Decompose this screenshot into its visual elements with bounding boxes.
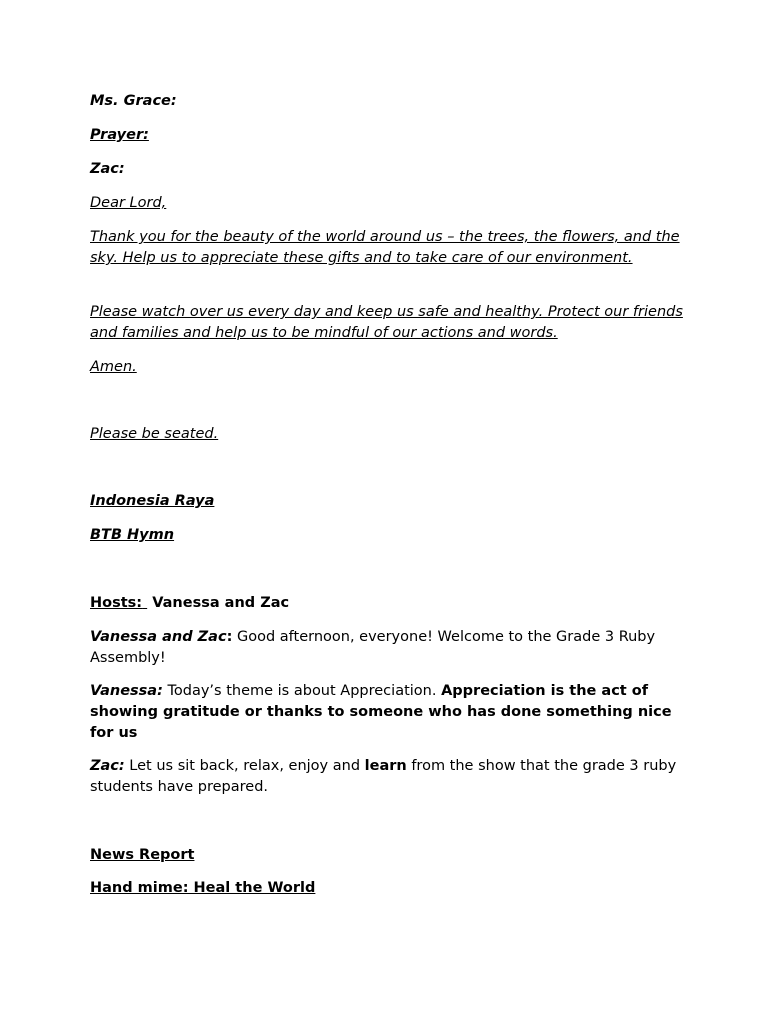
dialogue-speaker: Vanessa: <box>90 683 163 699</box>
theme-definition: Appreciation is the act of showing gratitude or thanks to someone who has done something nice for us <box>90 683 672 741</box>
speaker-ms-grace: Ms. Grace: <box>90 93 177 109</box>
heading-indonesia-raya: Indonesia Raya <box>90 493 215 509</box>
dialogue-line-3 <box>90 756 690 798</box>
prayer-paragraph-2: Please watch over us every day and keep us safe and healthy. Protect our friends and families and help us to be mindful of our actions and words. <box>90 304 683 341</box>
instruction-be-seated: Please be seated. <box>90 426 219 442</box>
hosts-line <box>90 593 690 614</box>
heading-news-report: News Report <box>90 847 195 863</box>
dialogue-text: Today’s theme is about Appreciation. <box>162 683 442 699</box>
dialogue-text: Let us sit back, relax, enjoy and <box>124 758 365 774</box>
prayer-paragraph-1: Thank you for the beauty of the world around us – the trees, the flowers, and the sky. Help us to appreciate these gifts and to take care of our environment. <box>90 229 680 266</box>
prayer-salutation: Dear Lord, <box>90 195 167 211</box>
speaker-zac: Zac: <box>90 161 125 177</box>
dialogue-text: Good afternoon, everyone! Welcome to the Grade 3 Ruby Assembly! <box>90 629 656 666</box>
heading-btb-hymn: BTB Hymn <box>90 527 175 543</box>
hosts-label: Hosts: <box>90 595 143 611</box>
dialogue-speaker: Vanessa and Zac <box>90 629 227 645</box>
hosts-names: Vanessa and Zac <box>152 595 290 611</box>
dialogue-text: from the show that the grade 3 ruby students have prepared. <box>90 758 677 795</box>
prayer-amen: Amen. <box>90 359 137 375</box>
dialogue-emphasis: learn <box>364 758 407 774</box>
heading-hand-mime: Hand mime: Heal the World <box>90 880 316 896</box>
dialogue-line-2 <box>90 681 690 744</box>
dialogue-line-1: Vanessa and Zac: Good afternoon, everyone! Welcome to the Grade 3 Ruby Assembly! <box>90 629 656 666</box>
dialogue-speaker: Zac: <box>90 758 125 774</box>
heading-prayer: Prayer: <box>90 127 149 143</box>
